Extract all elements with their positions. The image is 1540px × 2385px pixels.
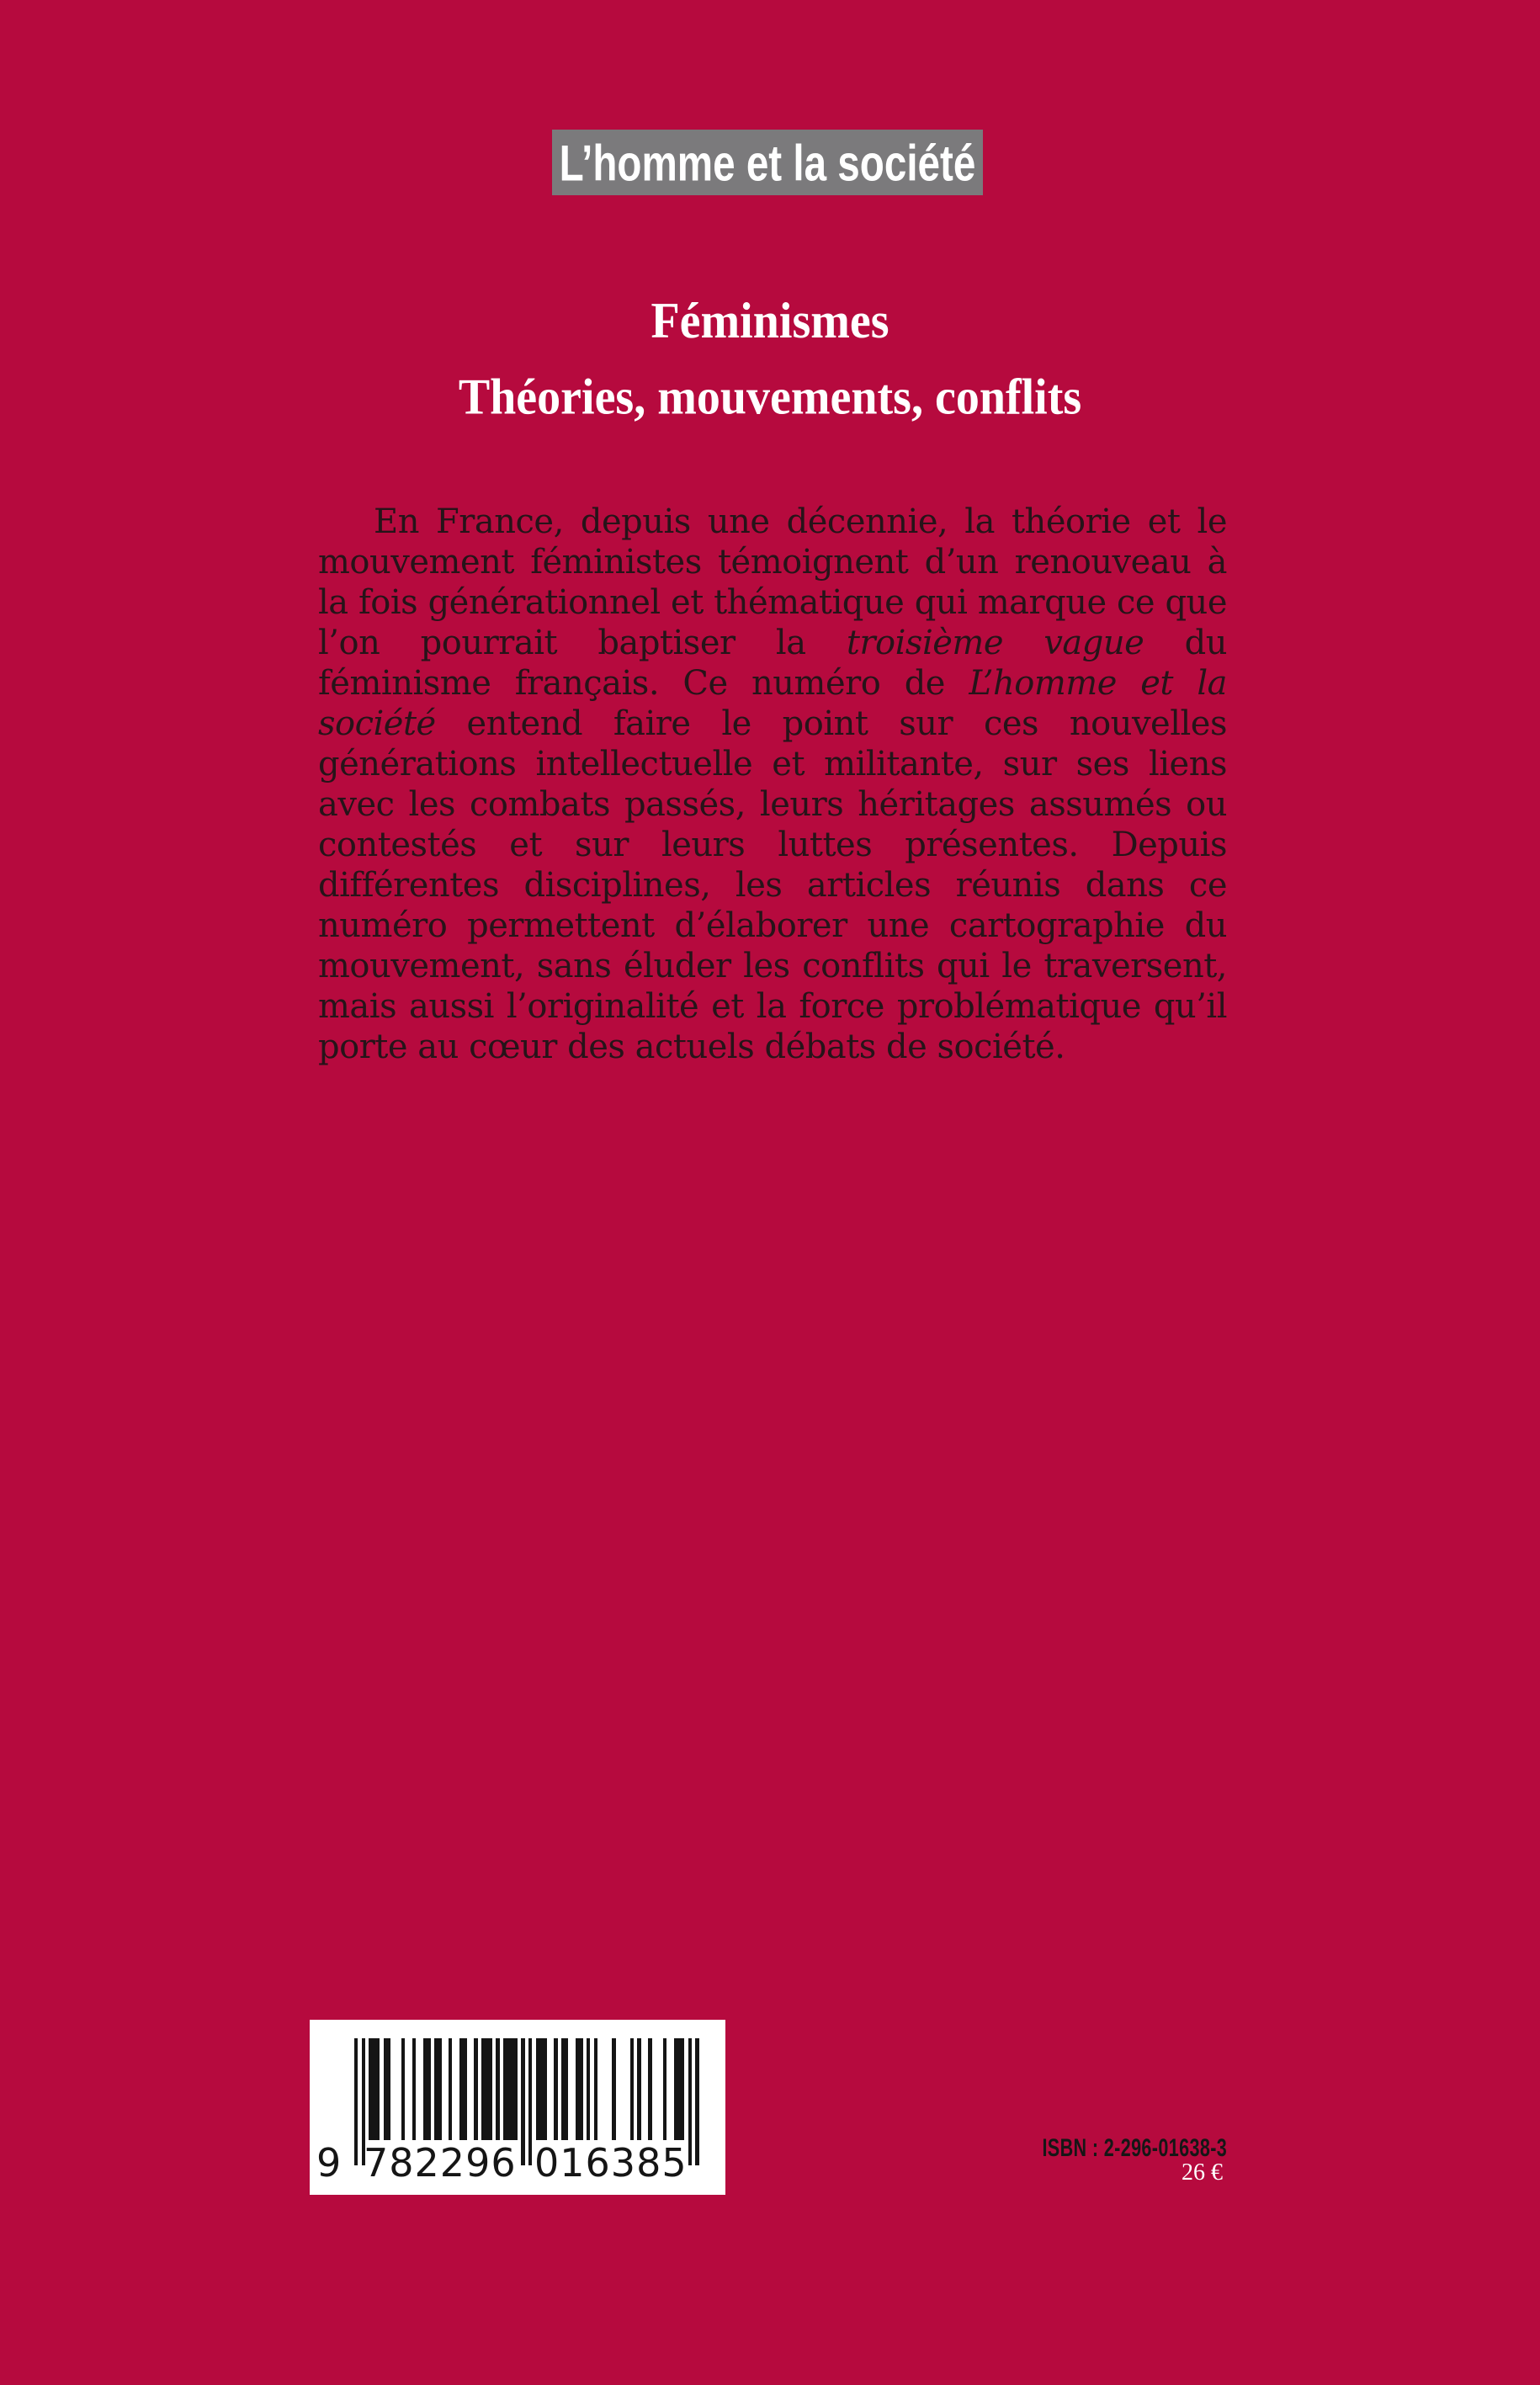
isbn-label: ISBN : 2-296-01638-3 (1042, 2134, 1227, 2162)
journal-title: L’homme et la société (559, 133, 976, 192)
barcode-digit-group2: 016385 (534, 2140, 688, 2186)
barcode-digit-first: 9 (316, 2140, 342, 2186)
barcode-digit-group1: 782296 (364, 2140, 517, 2186)
price-label: 26 € (1182, 2159, 1223, 2186)
barcode (310, 2020, 725, 2195)
issue-title-line1: Féminismes (651, 292, 889, 349)
barcode-digits (310, 2138, 725, 2188)
issue-title (315, 283, 1225, 435)
summary-paragraph: En France, depuis une décennie, la théorie et le mouvement féministes témoignent d’un renouveau à la fois générationnel et thématique qui marque ce que l’on pourrait baptiser la troisième vague du féminisme français. Ce numéro de L’homme et la société entend faire le point sur ces nouvelles générations intellectuelle et militante, sur ses liens avec les combats passés, leurs héritages assumés ou contestés et sur leurs luttes présentes. Depuis différentes disciplines, les articles réunis dans ce numéro permettent d’élaborer une cartographie du mouvement, sans éluder les conflits qui le traversent, mais aussi l’originalité et la force problématique qu’il porte au cœur des actuels débats de société. (318, 502, 1227, 1066)
journal-banner (552, 130, 983, 195)
issue-title-line2: Théories, mouvements, conflits (458, 369, 1082, 426)
